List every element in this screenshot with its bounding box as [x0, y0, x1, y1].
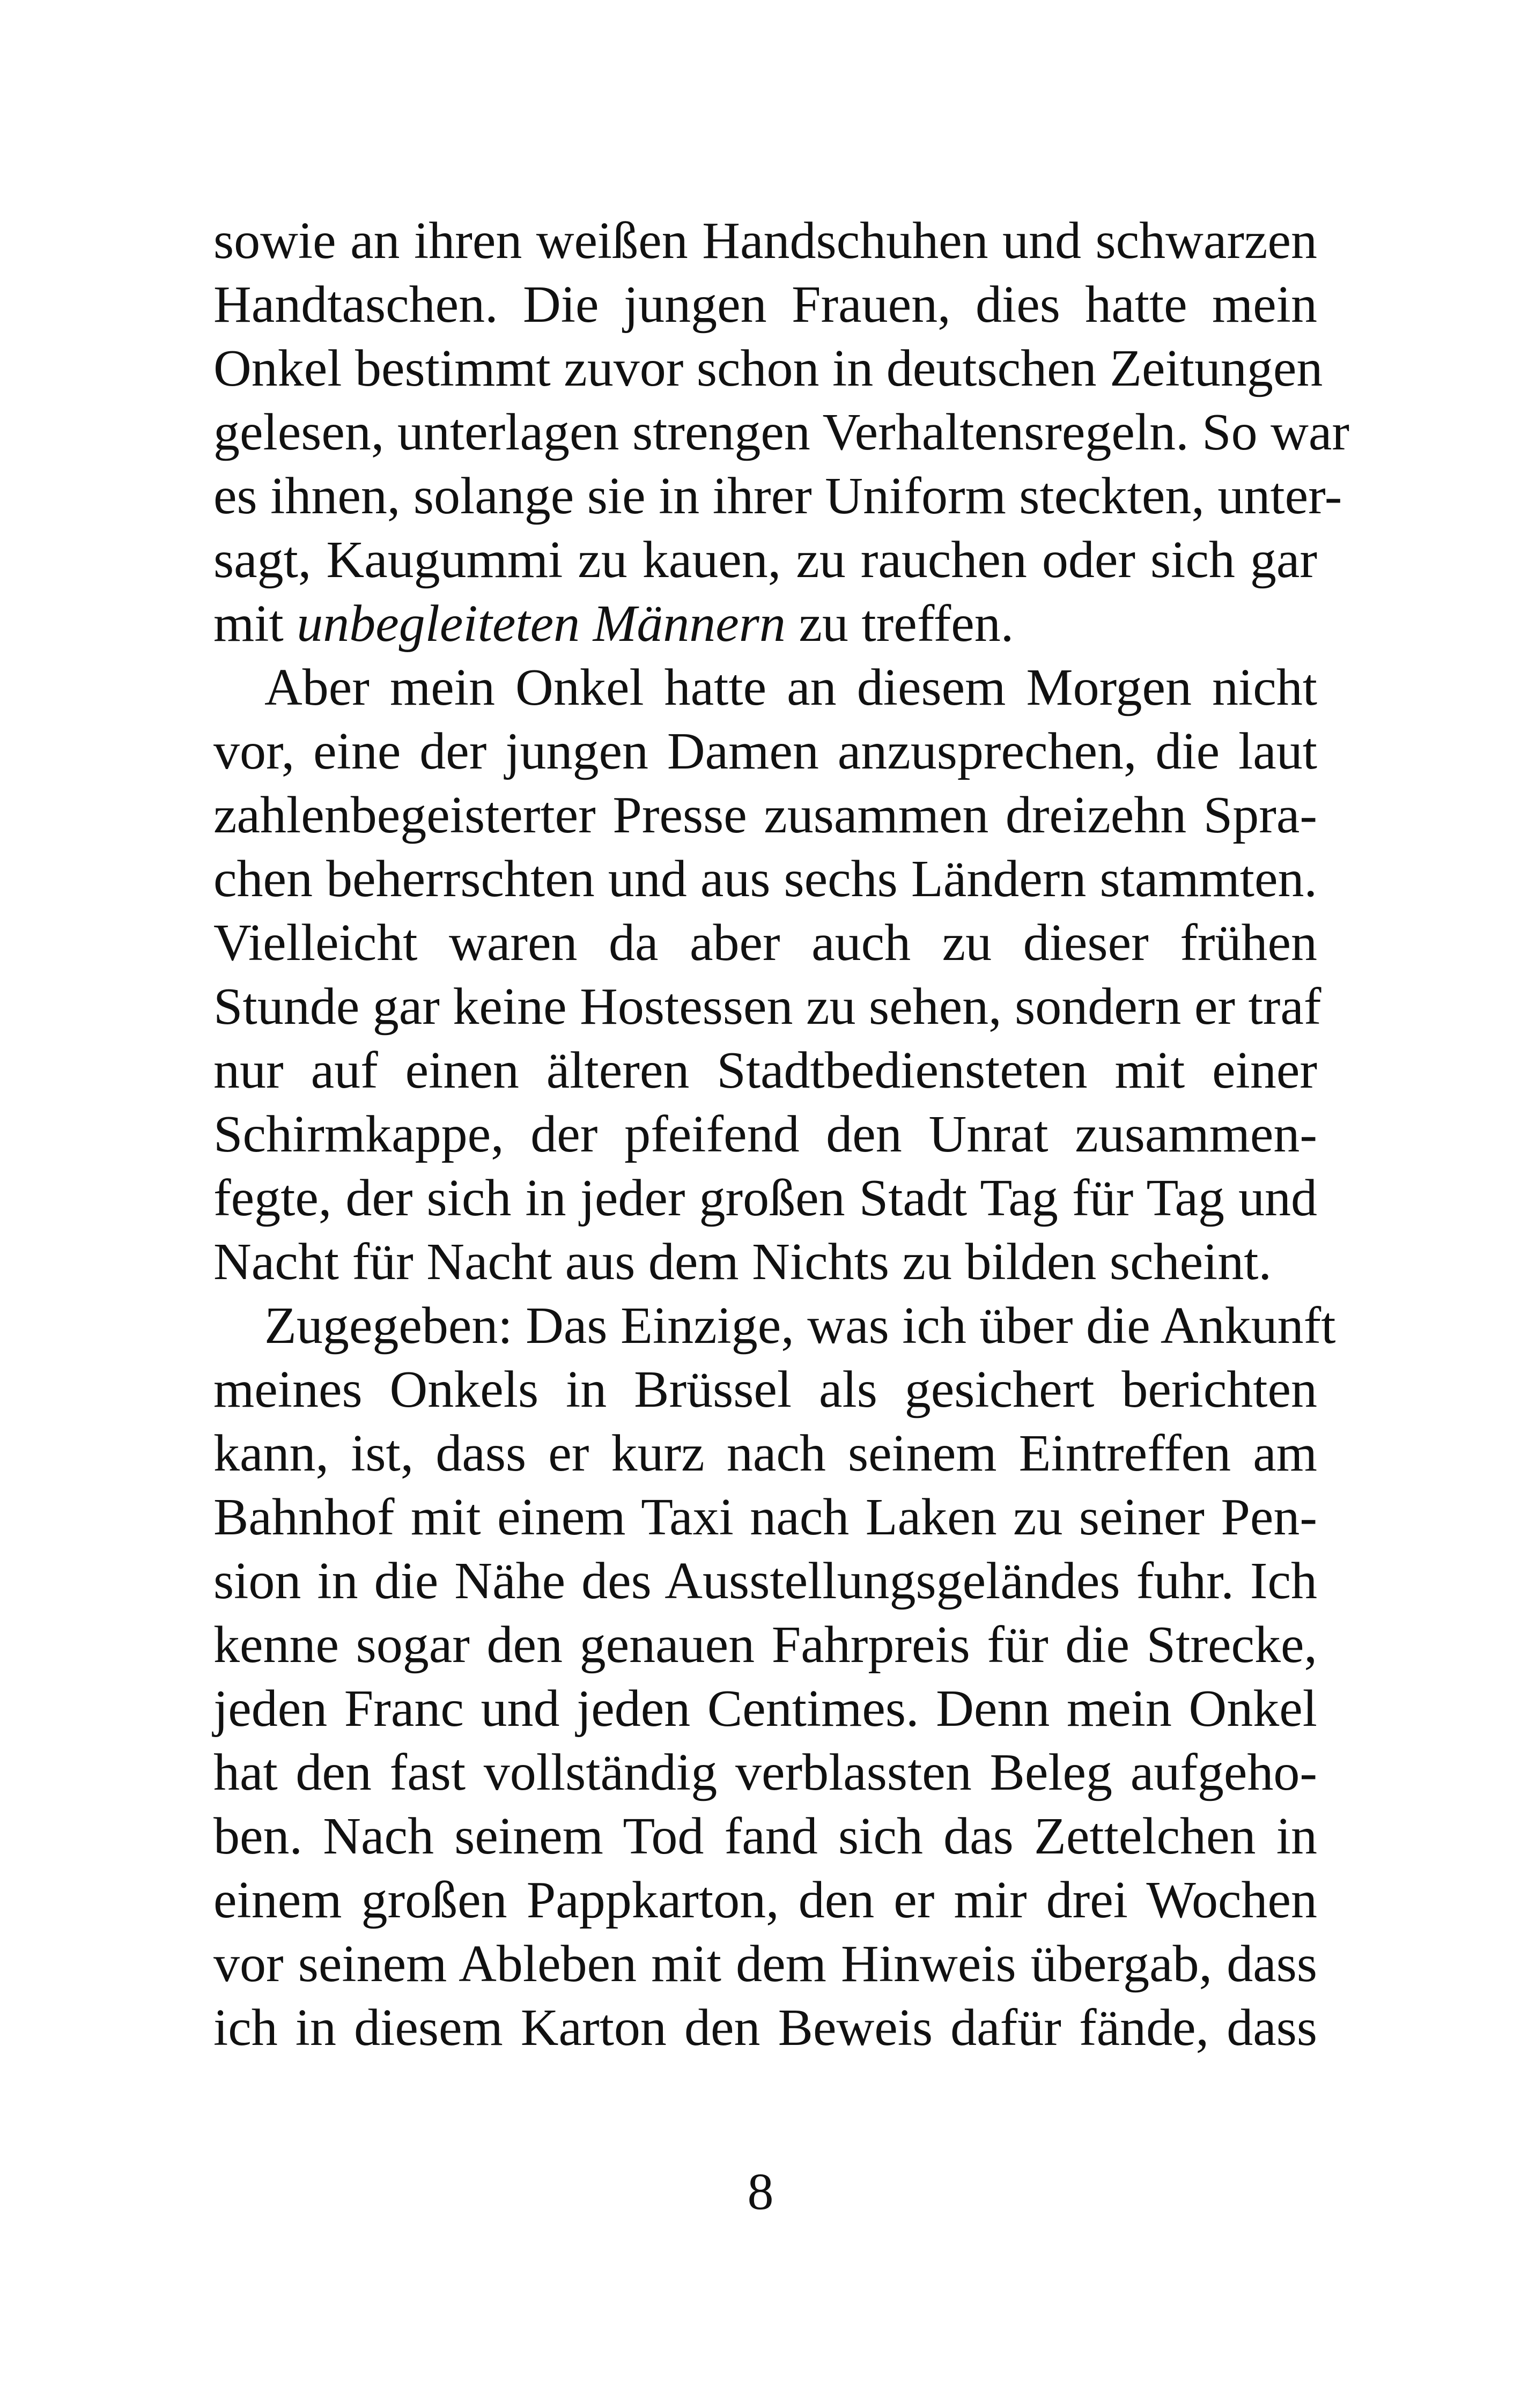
text-line: jeden Franc und jeden Centimes. Denn mein Onkel — [213, 1680, 1317, 1738]
text-line: zahlenbegeisterter Presse zusammen dreizehn Spra- — [213, 786, 1317, 844]
text-line: kann, ist, dass er kurz nach seinem Eintreffen am — [213, 1424, 1317, 1482]
text-line-indented: Aber mein Onkel hatte an diesem Morgen nicht — [264, 659, 1317, 717]
text-line: chen beherrschten und aus sechs Ländern stammten. — [213, 850, 1317, 908]
text-line: sowie an ihren weißen Handschuhen und schwarzen — [213, 212, 1317, 270]
text-line: sion in die Nähe des Ausstellungsgeländes fuhr. Ich — [213, 1552, 1317, 1610]
text-line: einem großen Pappkarton, den er mir drei Wochen — [213, 1871, 1317, 1929]
text-line: es ihnen, solange sie in ihrer Uniform steckten, unter- — [213, 467, 1342, 525]
text-line: Onkel bestimmt zuvor schon in deutschen Zeitungen — [213, 339, 1323, 397]
text-line: Schirmkappe, der pfeifend den Unrat zusammen- — [213, 1105, 1317, 1163]
text-line: Handtaschen. Die jungen Frauen, dies hatte mein — [213, 276, 1317, 334]
text-line: sagt, Kaugummi zu kauen, zu rauchen oder sich gar — [213, 531, 1317, 589]
text-line: ben. Nach seinem Tod fand sich das Zettelchen in — [213, 1807, 1317, 1865]
text-line: ich in diesem Karton den Beweis dafür fände, dass — [213, 1999, 1317, 2057]
paragraph-3 — [213, 1294, 1336, 2060]
text-line: meines Onkels in Brüssel als gesichert berichten — [213, 1361, 1317, 1419]
text-segment: mit — [213, 595, 297, 653]
text-segment: zu treffen. — [785, 595, 1014, 653]
italic-phrase: unbegleiteten Männern — [297, 595, 786, 653]
body-text — [213, 209, 1350, 2060]
text-line: Stunde gar keine Hostessen zu sehen, sondern er traf — [213, 978, 1321, 1036]
text-line-indented: Zugegeben: Das Einzige, was ich über die Ankunft — [264, 1297, 1336, 1355]
text-line: Vielleicht waren da aber auch zu dieser frühen — [213, 914, 1317, 972]
page-number: 8 — [747, 2163, 774, 2221]
text-line: vor seinem Ableben mit dem Hinweis übergab, dass — [213, 1935, 1317, 1993]
text-line-last — [213, 592, 1317, 656]
text-line: kenne sogar den genauen Fahrpreis für die Strecke, — [213, 1616, 1317, 1674]
text-line: vor, eine der jungen Damen anzusprechen, die laut — [213, 722, 1317, 780]
text-line: nur auf einen älteren Stadtbediensteten mit einer — [213, 1042, 1317, 1099]
text-line: hat den fast vollständig verblassten Beleg aufgeho- — [213, 1744, 1317, 1801]
text-line-last: Nacht für Nacht aus dem Nichts zu bilden scheint. — [213, 1233, 1272, 1291]
text-line: gelesen, unterlagen strengen Verhaltensregeln. So war — [213, 403, 1350, 461]
text-line: fegte, der sich in jeder großen Stadt Tag für Tag und — [213, 1169, 1317, 1227]
text-line: Bahnhof mit einem Taxi nach Laken zu seiner Pen- — [213, 1488, 1317, 1546]
paragraph-2 — [213, 656, 1321, 1294]
paragraph-1 — [213, 209, 1350, 656]
